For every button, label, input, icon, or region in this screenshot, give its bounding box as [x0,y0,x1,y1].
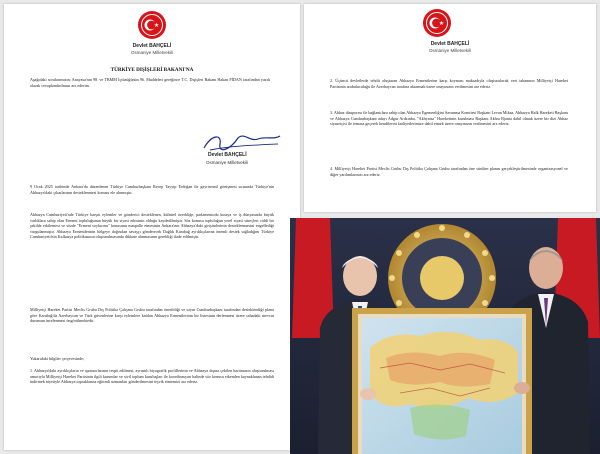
framed-map [352,308,532,454]
photo-illustration [290,218,600,454]
letterhead-title: Osmaniye Milletvekili [428,48,471,53]
paragraph-working-group: Milliyetçi Hareket Partisi Meclis Grubu Dış Politika Çalışma Grubu tarafından önerildiği ve sayın Cumhurbaşkanı tarafından desteklendiği plana göre Karabağ'da Azerbaycan ve Türk güvenlerine karşı eylemlere katılan Abhazya Ermenilerinin bir listesinin derlenmesi üzere sahadaki mevcut durumun incelenmesi öngörülmektedir. [30,307,274,324]
addressee-heading: TÜRKİYE DIŞİŞLERİ BAKANI'NA [110,67,194,73]
signature-block [200,130,284,168]
paragraph-framework: Yukarıdaki bilgiler çerçevesinde; [30,356,85,361]
list-item-1: 1. Abhazya'daki ayrılıkçıların ve sponsorlarının tespit edilmesi, ayrıntılı biyografik profillerinin ve Abhazya dışına çekilen haritasının oluşturulması amacıyla Milliyetçi Hareket Partisinin ilgili kurumlar ve sivil toplum kuruluşları ile koordinasyon halinde söz konusu etkenden kaynaklanan tehdidi indirmek niyetiyle Abhazya topraklarına eğitimli uzmanları gönderilmesini teşvik etmemizi arz ederiz. [30,368,274,385]
photo-map-presentation [290,218,600,454]
letterhead-name: Devlet BAHÇELİ [430,41,470,47]
list-item-2: 2. Üçüncü devletlerde tehdit oluşturan Abhazya Ermenilerine karşı koyması maksadıyla oluşturulacak veri tabanının Milliyetçi Hareket Partisinin arabuluculuğu ile Azerbaycan tarafına aktarmak üzere onayınızın verilmesini arz ederiz. [330,78,568,89]
intro-paragraph: Aşağıdaki sorularımızın; Anayasa'nın 98. ve TBMM İçtüzüğünün 96. Maddeleri gereğince T.C. Dışişleri Bakanı Hakan FİDAN tarafından yazılı olarak cevaplandırılması arz ederim. [30,77,270,88]
paragraph-meeting: 9 Ocak 2025 tarihinde Ankara'da düzenlenen Türkiye Cumhurbaşkanı Recep Tayyip Erdoğan ile gayriresmî görüşmesi sırasında Türkiye'nin Abhazya'daki çıkarlarının desteklenmesi konusu ele alınmıştır. [30,184,274,195]
tbmm-emblem-icon [422,8,452,38]
paragraph-armenian-community: Abhazya Cumhuriyeti'nde Türkiye karşıtı eylemler ve gönderici desteklenen, kültürel özerkliğe, parlamentodu kutaya ve iş dünyasında büyük varlıklara sahip olan Ermeni topluluğunun büyük bir siyasi etkisinin olduğu kaydedilmiştir. Söz konusu topluluğun yerel siyasi süreçleri ciddi bir şekilde etkilemesi ve sözde "Ermeni soykırımı" konusunu maspalle etmesinin Ankara'nın Abhazya'daki girişimlerinin desteklenmesini engellediği vurgulanmıştır. Abhazya Ermenilerinin bölgeye doğrudan savaşçı gönderecek Dağlık Karabağ ayrılıkçılarına önemli destek sağladığını Türkiye Cumhuriyeti'nin Kafkasya politikasının oluşturulmasında dikkate alınmasının gerekliği ifade edilmiştir. [30,212,274,240]
handwritten-signature [200,130,284,154]
list-item-4: 4. Milliyetçi Hareket Partisi Meclis Grubu Dış Politika Çalışma Grubu tarafından öne sürülen planın gerçekleştirilmesinde organizasyonel ve diğer yardımlarınızı arz ederiz. [330,166,568,177]
letterhead-name: Devlet BAHÇELİ [132,43,172,49]
signature-name: Devlet BAHÇELİ [208,152,247,158]
letter-page-1 [4,4,300,450]
list-item-3: 3. Abhaz diasporası ile bağlantılara sahip olan Abhazya Egemenliğini Savunma Komitesi Başkanı Levan Mikaa, Abhazya Halk Hareketi Başkanı ve Abhazya Cumhurbaşkanı adayı Adgur Ardzınba, "Akhyatsa" Hareketinin kurulması Başkanı Akhra Bjania dahil olmak üzere bir dizi Abhaz siyasetçisi ile temasa geçerek kendilerini faaliyetlerimize dahil etmek üzere onayınızın verilmesini arz ederiz. [330,110,568,127]
tbmm-emblem-icon [137,10,167,40]
letterhead-title: Osmaniye Milletvekili [130,50,173,55]
letter-page-2 [304,4,596,212]
signature-title: Osmaniye Milletvekili [206,160,249,165]
